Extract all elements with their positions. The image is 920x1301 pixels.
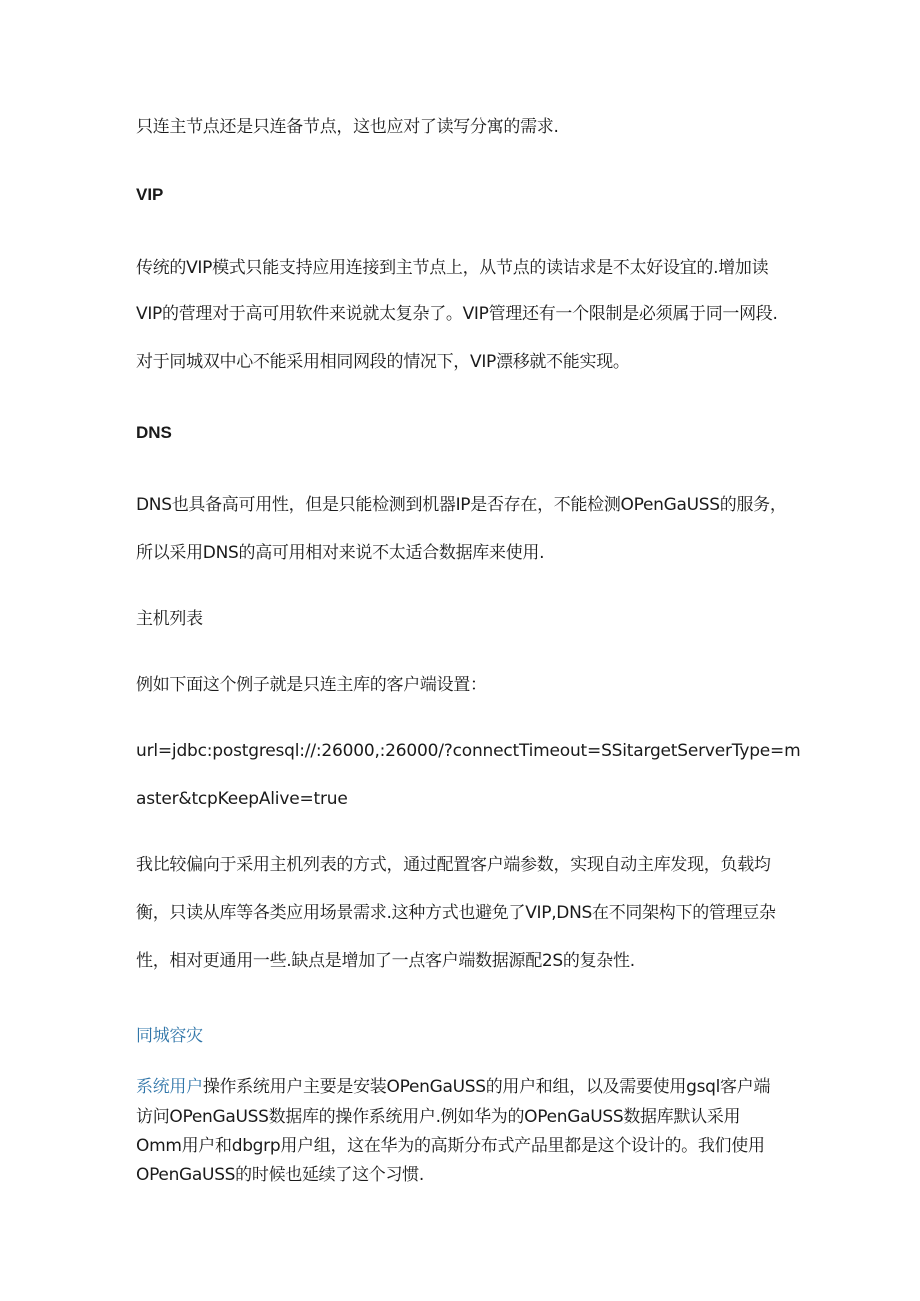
hostlist-url-line-1: url=jdbc:postgresql://:26000,:26000/?connectTimeout=SSitargetServerType=m [136, 741, 801, 761]
users-paragraph-line-1 [136, 1076, 770, 1098]
users-paragraph-line-3: Omm用户和dbgrp用户组，这在华为的高斯分布式产品里都是这个设计的。我们使用 [136, 1136, 765, 1156]
disaster-recovery-heading-link[interactable]: 同城容灾 [136, 1026, 203, 1046]
hostlist-example-intro: 例如下面这个例子就是只连主库的客户端设置： [136, 675, 487, 695]
system-users-link[interactable]: 系统用户 [136, 1077, 203, 1097]
hostlist-paragraph-line-3: 性，相对更通用一些.缺点是增加了一点客户端数据源配2S的复杂性. [136, 951, 635, 971]
dns-paragraph-line-2: 所以采用DNS的高可用相对来说不太适合数据库来使用. [136, 543, 545, 563]
dns-paragraph-line-1: DNS也具备高可用性，但是只能检测到机器IP是否存在，不能检测OPenGaUSS的服务， [136, 495, 787, 515]
users-paragraph-line-2: 访问OPenGaUSS数据库的操作系统用户.例如华为的OPenGaUSS数据库默认采用 [136, 1107, 741, 1127]
intro-paragraph-line-1: 只连主节点还是只连备节点，这也应对了读写分寓的需求. [136, 117, 559, 137]
hostlist-heading: 主机列表 [136, 609, 203, 629]
vip-heading: VIP [136, 185, 164, 204]
dns-heading: DNS [136, 423, 172, 442]
vip-paragraph-line-2: VIP的菅理对于高可用软件来说就太复杂了。VIP管理还有一个限制是必须属于同一网段. [136, 304, 778, 324]
vip-paragraph-line-3: 对于同城双中心不能采用相同网段的情况下，VIP漂移就不能实现。 [136, 352, 630, 372]
users-paragraph-line-1-rest: 操作系统用户主要是安装OPenGaUSS的用户和组，以及需要使用gsql客户端 [202, 1077, 771, 1097]
vip-paragraph-line-1: 传统的VIP模式只能支持应用连接到主节点上，从节点的读诘求是不太好设宜的.增加读 [136, 258, 769, 278]
users-paragraph-line-4: OPenGaUSS的时候也延续了这个习惯. [136, 1165, 424, 1185]
hostlist-paragraph-line-1: 我比较偏向于采用主机列表的方式，通过配置客户端参数，实现自动主库发现，负载均 [136, 855, 771, 875]
hostlist-url-line-2: aster&tcpKeepAlive=true [136, 789, 348, 809]
hostlist-paragraph-line-2: 衡，只读从库等各类应用场景需求.这种方式也避免了VIP,DNS在不同架构下的管理豆杂 [136, 903, 776, 923]
